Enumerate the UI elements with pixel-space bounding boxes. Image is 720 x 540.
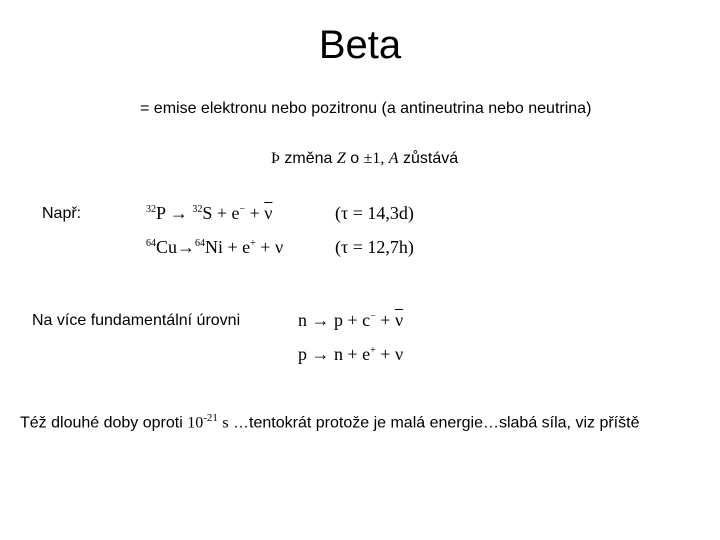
lifetime-value: (τ = 12,7h) [335, 237, 414, 257]
charge-sign: − [370, 311, 376, 322]
page-title: Beta [318, 23, 402, 67]
footer-line [20, 412, 639, 432]
electron-term: + c [347, 310, 371, 330]
particle-symbol: n [334, 344, 343, 364]
particle-symbol: p [334, 310, 343, 330]
mass-number: 32 [192, 204, 203, 215]
arrow-icon: → [169, 203, 188, 223]
footer-number: 10 [187, 414, 204, 432]
arrow-icon: → [311, 344, 330, 364]
footer-exponent: -21 [203, 412, 218, 424]
arrow-icon: → [177, 237, 196, 257]
arrow-icon: → [311, 310, 330, 330]
positron-term: + e [227, 237, 251, 257]
z-symbol: Z [336, 150, 346, 167]
element-symbol: Cu [156, 237, 178, 257]
plus-sign: + [380, 344, 391, 364]
mass-number: 32 [146, 204, 156, 215]
lifetime-value: (τ = 14,3d) [335, 203, 414, 223]
charge-sign: + [370, 345, 376, 356]
mass-number: 64 [146, 238, 156, 249]
example-label: Např: [42, 205, 82, 222]
mass-number: 64 [195, 238, 206, 249]
plus-sign: + [249, 203, 260, 223]
change-o: o [350, 150, 360, 167]
a-symbol: A [388, 150, 399, 167]
element-symbol: S [202, 203, 213, 223]
neutrino-symbol: ν [394, 344, 404, 364]
change-suffix: zůstává [403, 150, 459, 167]
change-prefix: změna [284, 150, 333, 167]
plus-sign: + [260, 237, 271, 257]
fundamental-equation [298, 343, 403, 365]
particle-symbol: p [298, 344, 307, 364]
charge-sign: − [239, 204, 246, 215]
plus-sign: + [380, 310, 391, 330]
antineutrino-symbol: $\overline{\nu}$ [264, 203, 273, 223]
footer-unit: s [222, 414, 229, 432]
change-line [271, 150, 458, 168]
definition-text: = emise elektronu nebo pozitronu (a antineutrina nebo neutrina) [140, 100, 592, 117]
neutrino-symbol: ν [274, 237, 284, 257]
antineutrino-symbol: $\overline{\nu}$ [394, 310, 404, 330]
electron-term: + e [216, 203, 240, 223]
footer-text: …tentokrát protože je malá energie…slabá síla, viz příště [233, 414, 640, 432]
footer-text: Též dlouhé doby oproti [20, 414, 183, 432]
charge-sign: + [250, 238, 256, 249]
positron-term: + e [347, 344, 371, 364]
element-symbol: Ni [205, 237, 224, 257]
particle-symbol: n [298, 310, 307, 330]
plus-minus-one: ±1, [363, 150, 385, 167]
fundamental-label: Na více fundamentální úrovni [32, 312, 241, 329]
fundamental-equation [298, 309, 403, 331]
element-symbol: P [156, 203, 166, 223]
reaction-equation [146, 236, 283, 258]
implies-symbol: Þ [271, 150, 280, 167]
reaction-equation [146, 202, 272, 224]
